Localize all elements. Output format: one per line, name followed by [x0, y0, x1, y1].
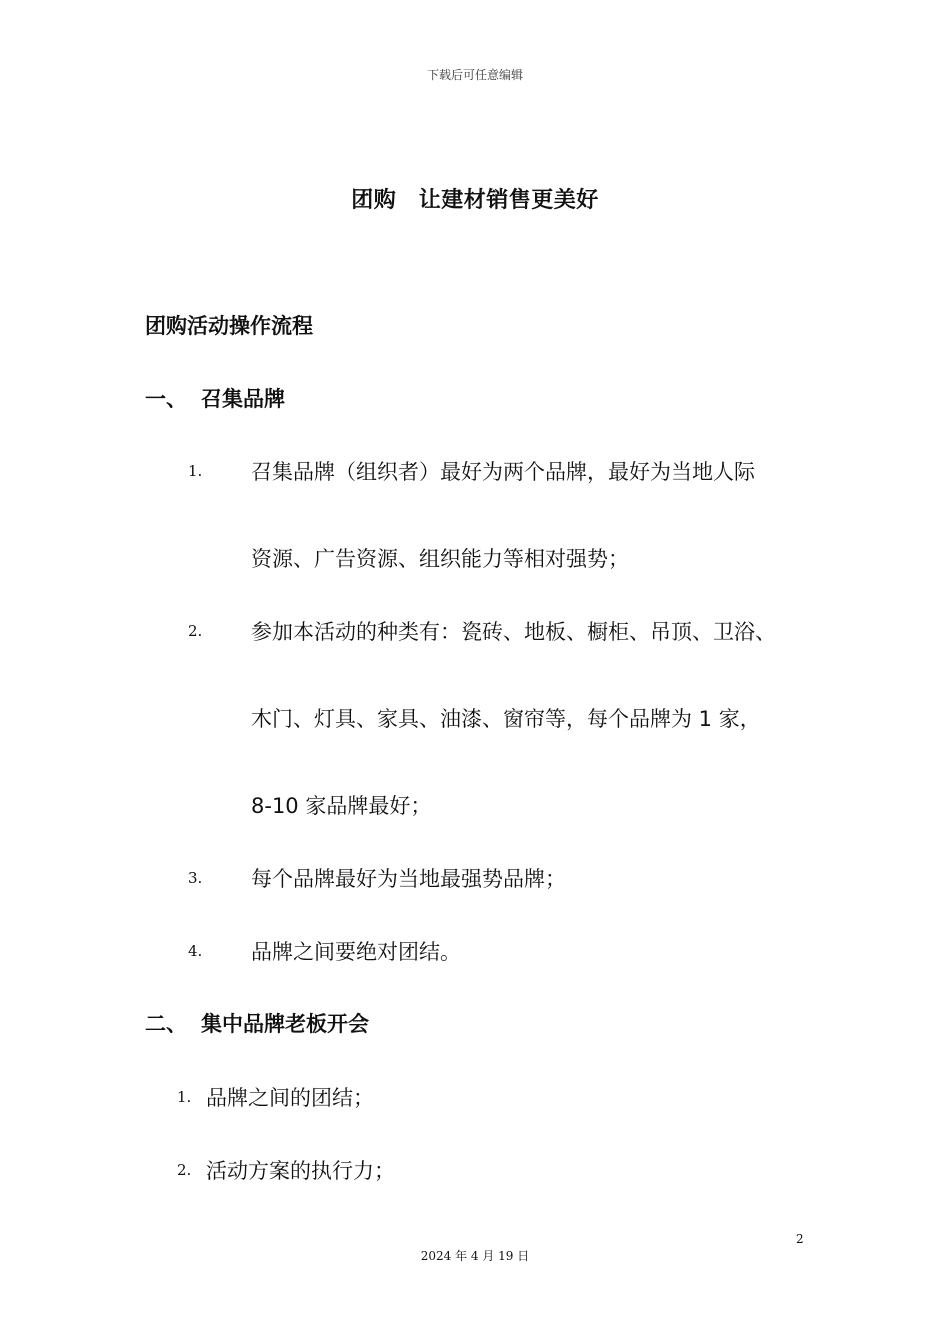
- list-item-number: 1.: [188, 462, 203, 480]
- list-item-line: 活动方案的执行力；: [206, 1159, 395, 1183]
- section-1-title: 召集品牌: [201, 387, 285, 411]
- list-item-line: 每个品牌最好为当地最强势品牌；: [251, 867, 566, 891]
- section-2-heading: [145, 1008, 369, 1038]
- list-item-number: 1.: [177, 1088, 192, 1106]
- list-item-line: 木门、灯具、家具、油漆、窗帘等，每个品牌为 1 家，: [251, 707, 761, 731]
- section-1-number: 一、: [145, 387, 187, 411]
- document-subtitle: 团购活动操作流程: [145, 314, 313, 338]
- list-item-line: 品牌之间要绝对团结。: [251, 940, 461, 964]
- list-item-line: 参加本活动的种类有：瓷砖、地板、橱柜、吊顶、卫浴、: [251, 620, 776, 644]
- list-item-line: 资源、广告资源、组织能力等相对强势；: [251, 547, 629, 571]
- list-item-number: 2.: [188, 622, 203, 640]
- page-number: 2: [796, 1232, 804, 1246]
- document-title: 团购 让建材销售更美好: [351, 188, 599, 213]
- list-item-line: 召集品牌（组织者）最好为两个品牌，最好为当地人际: [251, 460, 755, 484]
- section-2-title: 集中品牌老板开会: [201, 1012, 369, 1036]
- list-item-number: 4.: [188, 942, 203, 960]
- section-1-heading: [145, 383, 285, 413]
- list-item-number: 2.: [177, 1161, 192, 1179]
- list-item-line: 品牌之间的团结；: [206, 1086, 374, 1110]
- list-item-line: 8-10 家品牌最好；: [251, 794, 432, 818]
- section-2-number: 二、: [145, 1012, 187, 1036]
- list-item-number: 3.: [188, 869, 203, 887]
- header-note: 下载后可任意编辑: [426, 68, 523, 82]
- footer-date: 2024 年 4 月 19 日: [420, 1249, 530, 1263]
